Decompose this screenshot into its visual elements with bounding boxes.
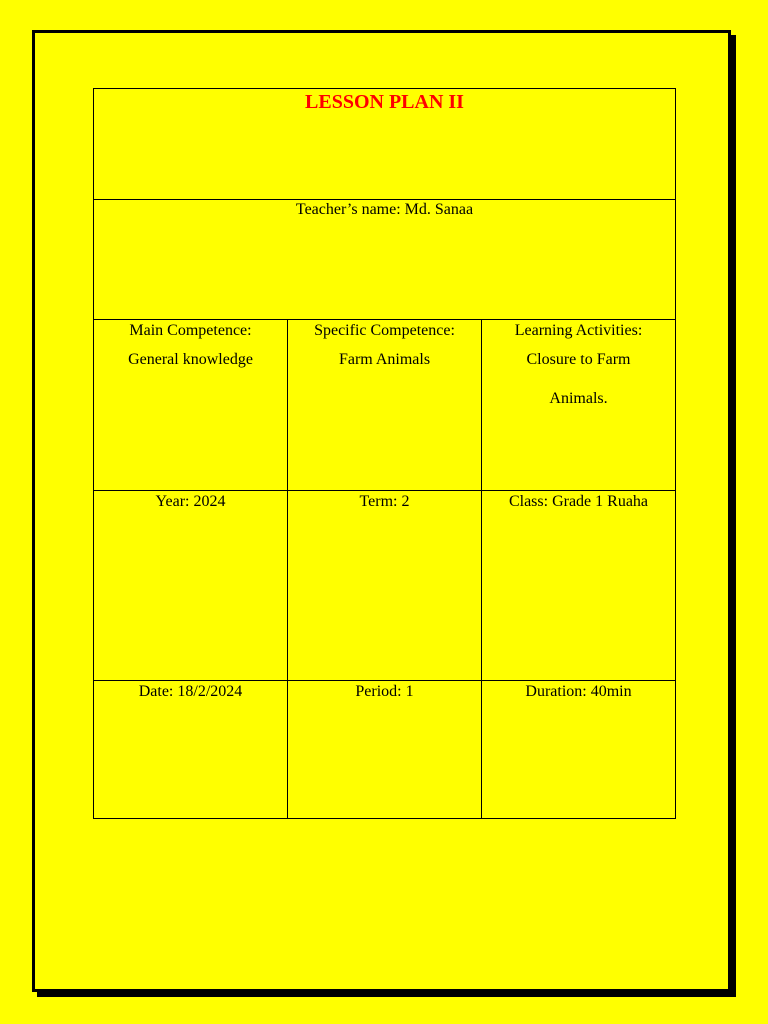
title-cell [94,89,676,200]
main-competence-value: General knowledge [128,351,253,368]
year-value: Year: 2024 [155,493,226,510]
competence-row [94,320,676,491]
teacher-cell [94,200,676,320]
term-value: Term: 2 [359,493,410,510]
learning-activities-value-line1: Closure to Farm [526,351,631,368]
specific-competence-value: Farm Animals [338,351,431,368]
date-row [94,681,676,819]
period-value: Period: 1 [355,683,414,700]
teacher-name: Teacher’s name: Md. Sanaa [295,201,474,218]
learning-activities-label: Learning Activities: [514,322,643,339]
learning-activities-value-line2: Animals. [549,390,608,407]
teacher-row [94,200,676,320]
main-competence-label: Main Competence: [129,322,252,339]
class-cell [482,491,676,681]
main-competence-cell [94,320,288,491]
duration-cell [482,681,676,819]
date-value: Date: 18/2/2024 [138,683,243,700]
title-row [94,89,676,200]
page-title: LESSON PLAN II [305,91,464,113]
term-cell [288,491,482,681]
period-cell [288,681,482,819]
year-row [94,491,676,681]
lesson-plan-table [93,88,676,819]
learning-activities-cell [482,320,676,491]
specific-competence-cell [288,320,482,491]
specific-competence-label: Specific Competence: [314,322,455,339]
duration-value: Duration: 40min [525,683,632,700]
class-value: Class: Grade 1 Ruaha [508,493,649,510]
date-cell [94,681,288,819]
year-cell [94,491,288,681]
